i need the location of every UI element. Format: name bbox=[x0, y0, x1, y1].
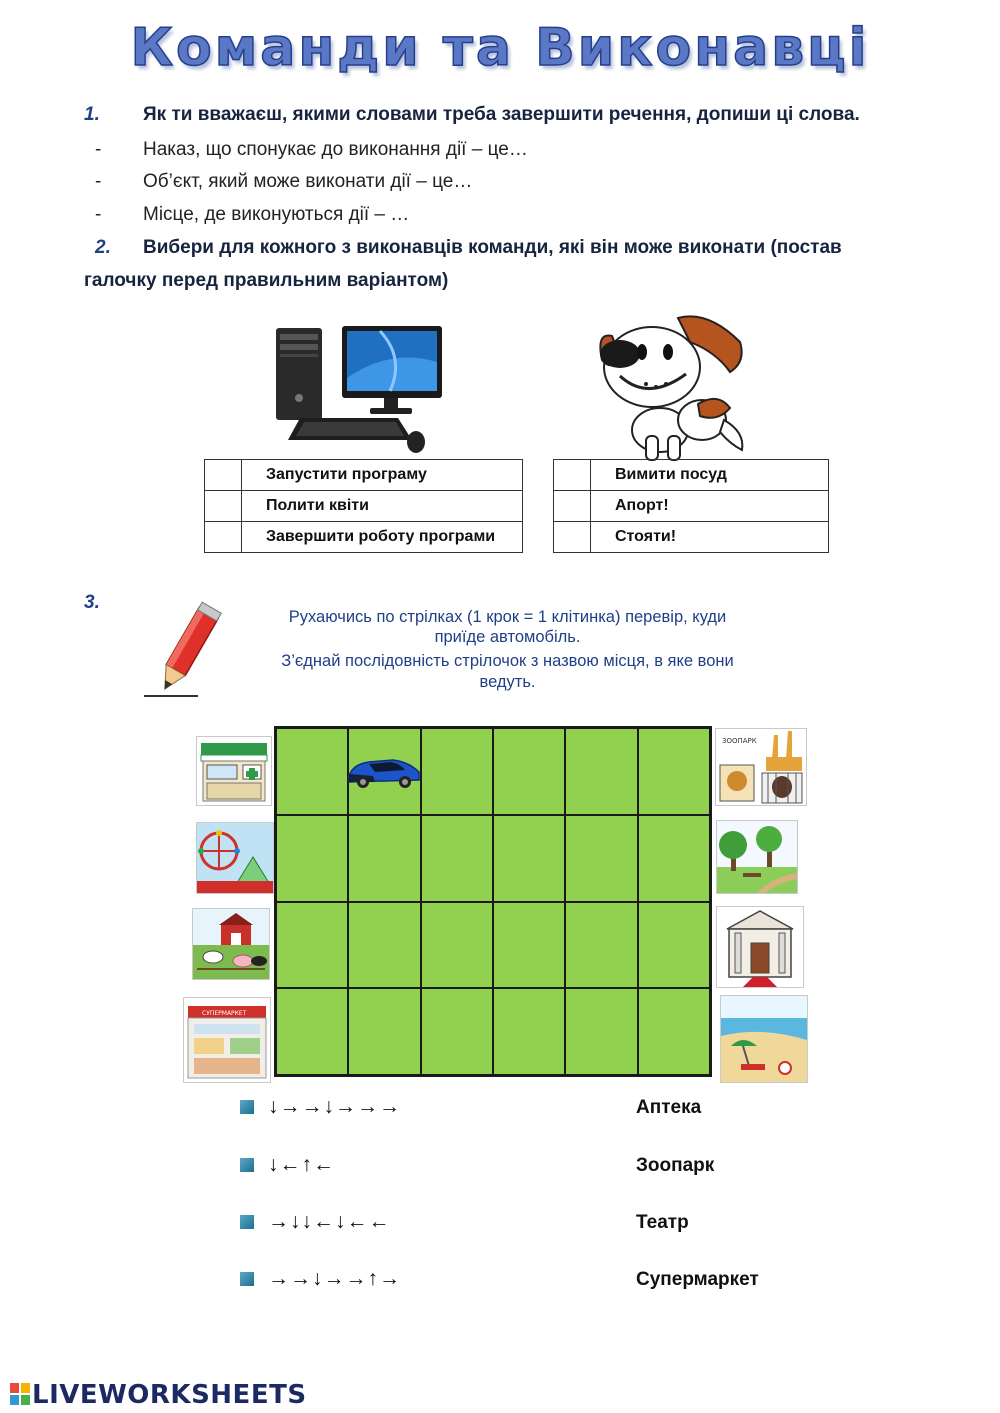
grid-cell[interactable] bbox=[565, 728, 637, 815]
task2-question-line2: галочку перед правильним варіантом) bbox=[84, 270, 449, 291]
supermarket-image[interactable] bbox=[183, 997, 271, 1083]
task2-number: 2. bbox=[95, 237, 111, 258]
arrow-sequence: →→↓→→↑→ bbox=[268, 1267, 401, 1290]
amusement-park-image[interactable] bbox=[196, 822, 274, 894]
task1-item-environment: Місце, де виконуються дії – … bbox=[143, 204, 410, 225]
grid-cell[interactable] bbox=[638, 728, 710, 815]
grid-cell[interactable] bbox=[348, 815, 420, 902]
grid-cell[interactable] bbox=[638, 902, 710, 989]
task3-instruction-line4: ведуть. bbox=[479, 673, 536, 691]
table-row bbox=[205, 491, 523, 522]
grid-cell[interactable] bbox=[638, 988, 710, 1075]
grid-cell[interactable] bbox=[421, 988, 493, 1075]
movement-grid bbox=[274, 726, 712, 1077]
liveworksheets-logo-icon bbox=[10, 1383, 30, 1405]
task3-number: 3. bbox=[84, 592, 100, 613]
sequence-row[interactable] bbox=[240, 1267, 401, 1291]
grid-cell[interactable] bbox=[565, 815, 637, 902]
grid-cell[interactable] bbox=[421, 815, 493, 902]
option-label: Запустити програму bbox=[242, 460, 523, 491]
option-label: Стояти! bbox=[591, 522, 829, 553]
task1-question: Як ти вважаєш, якими словами треба завершити речення, допиши ці слова. bbox=[143, 104, 860, 125]
grid-cell[interactable] bbox=[276, 815, 348, 902]
dog-options-table bbox=[553, 459, 829, 553]
park-image[interactable] bbox=[716, 820, 798, 894]
grid-cell[interactable] bbox=[276, 988, 348, 1075]
bullet-square-icon bbox=[240, 1215, 254, 1229]
pencil-icon bbox=[140, 600, 230, 700]
arrow-sequence: ↓←↑← bbox=[268, 1153, 335, 1176]
grid-cell[interactable] bbox=[421, 728, 493, 815]
task2-question-line1: Вибери для кожного з виконавців команди, які він може виконати (постав bbox=[143, 237, 842, 258]
grid-cell[interactable] bbox=[638, 815, 710, 902]
footer-brand-text: LIVEWORKSHEETS bbox=[32, 1380, 307, 1410]
grid-cell[interactable] bbox=[493, 902, 565, 989]
checkbox-cell[interactable] bbox=[554, 522, 591, 553]
zoo-sign-text: ЗООПАРК bbox=[722, 737, 757, 745]
destination-label[interactable]: Зоопарк bbox=[636, 1155, 715, 1176]
sequence-row[interactable] bbox=[240, 1095, 401, 1119]
task3-instruction-line2: приїде автомобіль. bbox=[434, 628, 581, 646]
task1-item-executor: Об’єкт, який може виконати дії – це… bbox=[143, 171, 473, 192]
option-label: Завершити роботу програми bbox=[242, 522, 523, 553]
grid-cell[interactable] bbox=[565, 902, 637, 989]
grid-cell[interactable] bbox=[493, 728, 565, 815]
grid-cell[interactable] bbox=[493, 988, 565, 1075]
table-row bbox=[554, 522, 829, 553]
sequence-row[interactable] bbox=[240, 1210, 391, 1234]
dog-image bbox=[590, 312, 755, 462]
grid-cell[interactable] bbox=[348, 902, 420, 989]
pharmacy-image[interactable] bbox=[196, 736, 272, 806]
bullet-square-icon bbox=[240, 1100, 254, 1114]
checkbox-cell[interactable] bbox=[205, 460, 242, 491]
worksheet-title: Команди та Виконавці bbox=[130, 18, 870, 78]
table-row bbox=[554, 460, 829, 491]
task1-number: 1. bbox=[84, 104, 100, 125]
arrow-sequence: →↓↓←↓←← bbox=[268, 1210, 391, 1233]
task1-item-command: Наказ, що спонукає до виконання дії – це… bbox=[143, 139, 528, 160]
option-label: Вимити посуд bbox=[591, 460, 829, 491]
destination-label[interactable]: Театр bbox=[636, 1212, 689, 1233]
checkbox-cell[interactable] bbox=[205, 522, 242, 553]
grid-cell[interactable] bbox=[348, 988, 420, 1075]
checkbox-cell[interactable] bbox=[205, 491, 242, 522]
grid-cell[interactable] bbox=[565, 988, 637, 1075]
beach-image[interactable] bbox=[720, 995, 808, 1083]
farm-image[interactable] bbox=[192, 908, 270, 980]
table-row bbox=[554, 491, 829, 522]
option-label: Апорт! bbox=[591, 491, 829, 522]
grid-cell[interactable] bbox=[276, 728, 348, 815]
grid-cell[interactable] bbox=[276, 902, 348, 989]
task3-instruction-line3: З’єднай послідовність стрілочок з назвою місця, в яке вони bbox=[281, 652, 734, 670]
grid-cell[interactable] bbox=[493, 815, 565, 902]
car-icon[interactable] bbox=[345, 750, 423, 790]
task1-dash: - bbox=[95, 139, 102, 160]
checkbox-cell[interactable] bbox=[554, 460, 591, 491]
computer-options-table bbox=[204, 459, 523, 553]
grid-cell[interactable] bbox=[421, 902, 493, 989]
sequence-row[interactable] bbox=[240, 1153, 335, 1177]
arrow-sequence: ↓→→↓→→→ bbox=[268, 1095, 401, 1118]
table-row bbox=[205, 522, 523, 553]
footer-brand bbox=[10, 1380, 307, 1410]
theatre-image[interactable] bbox=[716, 906, 804, 988]
destination-label[interactable]: Супермаркет bbox=[636, 1269, 759, 1290]
task1-dash: - bbox=[95, 204, 102, 225]
option-label: Полити квіти bbox=[242, 491, 523, 522]
task1-dash: - bbox=[95, 171, 102, 192]
bullet-square-icon bbox=[240, 1158, 254, 1172]
zoo-image[interactable] bbox=[715, 728, 807, 806]
supermarket-sign-text: СУПЕРМАРКЕТ bbox=[202, 1010, 247, 1017]
table-row bbox=[205, 460, 523, 491]
computer-image bbox=[270, 318, 445, 458]
task3-instruction-line1: Рухаючись по стрілках (1 крок = 1 клітинка) перевір, куди bbox=[288, 608, 727, 626]
destination-label[interactable]: Аптека bbox=[636, 1097, 702, 1118]
bullet-square-icon bbox=[240, 1272, 254, 1286]
checkbox-cell[interactable] bbox=[554, 491, 591, 522]
